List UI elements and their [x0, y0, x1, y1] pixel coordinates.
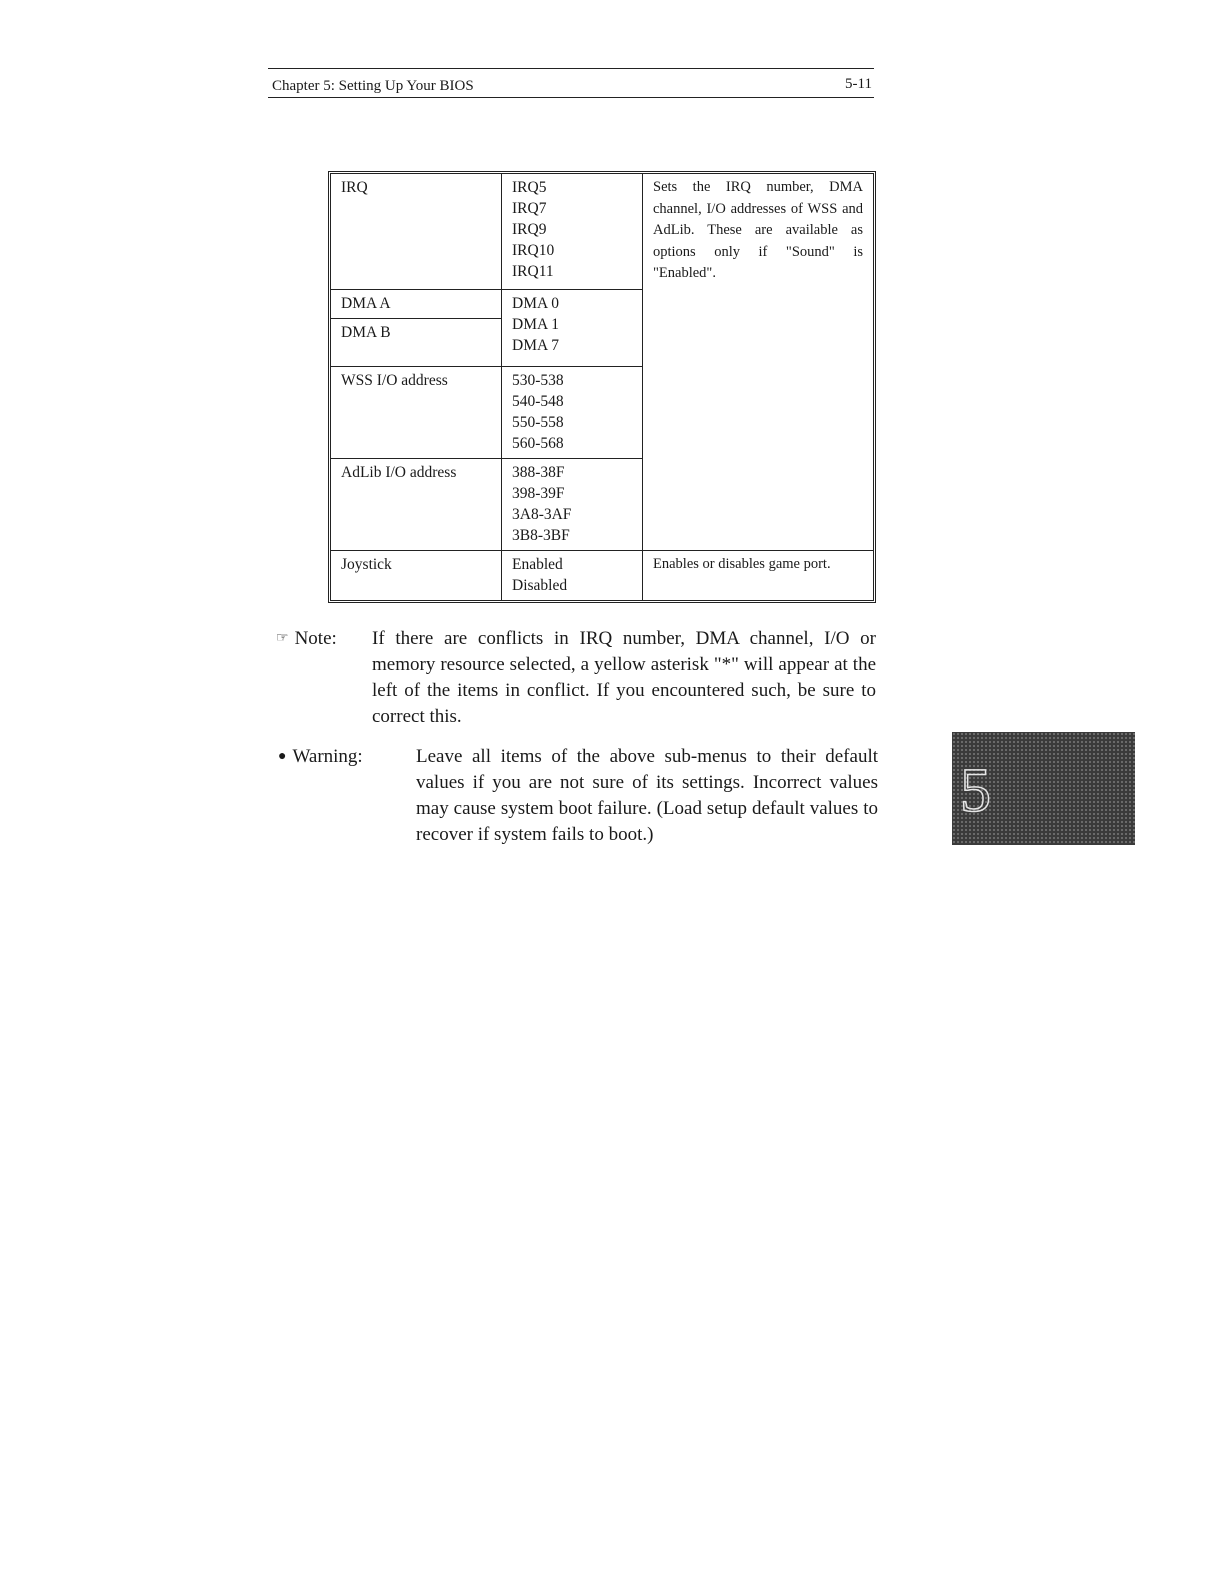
- chapter-tab: [952, 732, 1135, 845]
- page-header: [268, 68, 874, 98]
- setting-name: DMA A: [331, 290, 502, 319]
- option-value: DMA 0: [512, 295, 559, 312]
- option-value: 540-548: [512, 393, 564, 410]
- warning-text: Leave all items of the above sub-menus to their default values if you are not sure of its settings. Incorrect values may cause system boot failure. (Load setup default values to recover if system fails to boot.): [416, 746, 878, 845]
- option-value: DMA 7: [512, 337, 559, 354]
- option-value: 550-558: [512, 414, 564, 431]
- setting-name: AdLib I/O address: [331, 459, 502, 551]
- option-value: 560-568: [512, 435, 564, 452]
- note-block: [276, 626, 876, 730]
- setting-options: [502, 174, 643, 290]
- option-value: 530-538: [512, 372, 564, 389]
- page-number: 5-11: [845, 76, 872, 92]
- setting-description: Enables or disables game port.: [643, 551, 874, 601]
- warning-block: [278, 744, 878, 848]
- table-row: [331, 174, 873, 290]
- option-value: IRQ10: [512, 242, 555, 259]
- setting-name: Joystick: [331, 551, 502, 601]
- pointing-hand-icon: ☞: [276, 631, 289, 646]
- bomb-icon: ●: [278, 749, 287, 764]
- setting-name: WSS I/O address: [331, 367, 502, 459]
- option-value: 388-38F: [512, 464, 565, 481]
- option-value: DMA 1: [512, 316, 559, 333]
- setting-name: IRQ: [331, 174, 502, 290]
- table-row: [331, 551, 873, 601]
- option-value: 3A8-3AF: [512, 506, 572, 523]
- settings-table: [328, 171, 876, 603]
- option-value: 3B8-3BF: [512, 527, 570, 544]
- option-value: 398-39F: [512, 485, 565, 502]
- setting-options: [502, 290, 643, 367]
- note-label: Note:: [294, 628, 337, 649]
- setting-options: [502, 459, 643, 551]
- setting-name: DMA B: [331, 319, 502, 367]
- chapter-tab-number: 5: [960, 757, 991, 825]
- option-value: IRQ5: [512, 179, 547, 196]
- option-value: Disabled: [512, 577, 568, 594]
- note-text: If there are conflicts in IRQ number, DMA channel, I/O or memory resource selected, a yellow asterisk "*" will appear at the left of the items in conflict. If you encountered such, be sure to correct this.: [372, 628, 876, 727]
- setting-options: [502, 551, 643, 601]
- option-value: IRQ11: [512, 263, 554, 280]
- option-value: Enabled: [512, 556, 563, 573]
- option-value: IRQ9: [512, 221, 547, 238]
- setting-description: Sets the IRQ number, DMA channel, I/O addresses of WSS and AdLib. These are available as options only if "Sound" is "Enabled".: [643, 174, 874, 551]
- warning-label: Warning:: [292, 746, 363, 767]
- chapter-title: Chapter 5: Setting Up Your BIOS: [272, 78, 474, 94]
- setting-options: [502, 367, 643, 459]
- option-value: IRQ7: [512, 200, 547, 217]
